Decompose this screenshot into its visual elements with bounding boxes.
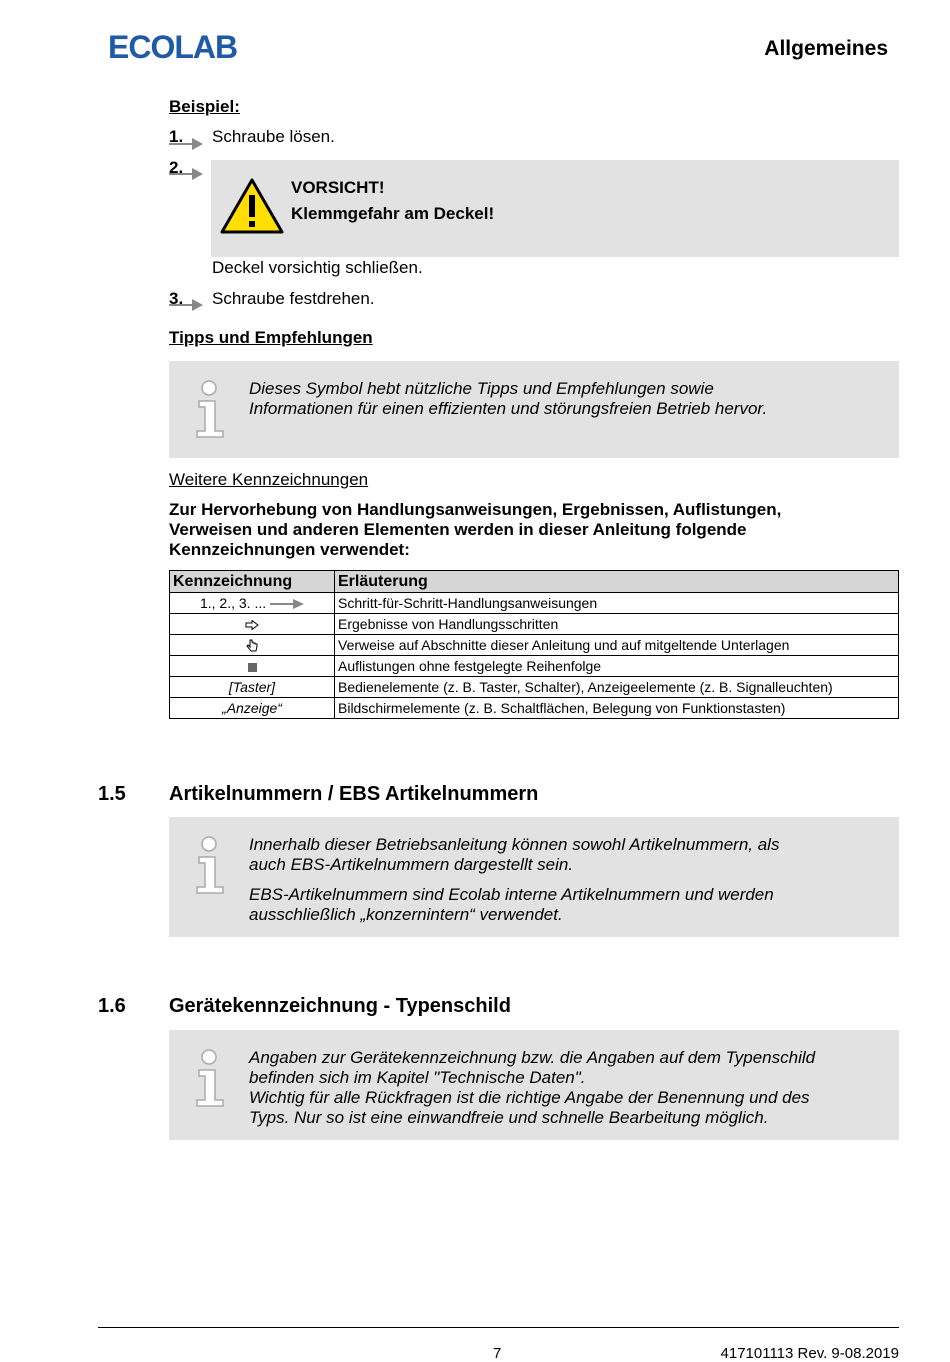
info-line: EBS-Artikelnummern sind Ecolab interne Artikelnummern und werden	[249, 885, 774, 904]
info-line: ausschließlich „konzernintern“ verwendet.	[249, 905, 563, 924]
table-header: Erläuterung	[335, 571, 899, 593]
footer-divider	[98, 1327, 899, 1328]
step-arrow-icon	[169, 299, 203, 311]
table-row	[170, 635, 899, 656]
logo-text: ECOLAB	[108, 30, 238, 62]
table-cell-mark: [Taster]	[170, 677, 335, 698]
step-number: 3.	[169, 289, 184, 308]
table-row	[170, 677, 899, 698]
square-bullet-icon	[248, 663, 257, 672]
mark-text: 1., 2., 3. ...	[199, 595, 267, 611]
table-row	[170, 698, 899, 719]
section-title: Artikelnummern / EBS Artikelnummern	[169, 783, 539, 805]
info-box-type-plate	[169, 1030, 899, 1140]
info-line: Angaben zur Gerätekennzeichnung bzw. die Angaben auf dem Typenschild	[249, 1048, 816, 1067]
step-number: 1.	[169, 127, 184, 146]
table-cell-mark	[170, 656, 335, 677]
markings-intro-line: Kennzeichnungen verwendet:	[169, 540, 410, 559]
step-text: Schraube festdrehen.	[212, 289, 375, 308]
info-icon	[193, 1048, 227, 1108]
step-text: Schraube lösen.	[212, 127, 335, 146]
tips-line: Informationen für einen effizienten und störungsfreien Betrieb hervor.	[249, 399, 768, 418]
table-row	[170, 656, 899, 677]
markings-intro-line: Zur Hervorhebung von Handlungsanweisungen, Ergebnissen, Auflistungen,	[169, 500, 782, 519]
reference-hand-icon	[246, 639, 258, 653]
table-header-row	[170, 571, 899, 593]
table-cell-desc: Verweise auf Abschnitte dieser Anleitung und auf mitgeltende Unterlagen	[335, 635, 899, 656]
section-number: 1.5	[98, 783, 126, 805]
example-label: Beispiel:	[169, 97, 240, 116]
info-icon	[193, 379, 227, 439]
info-icon	[193, 835, 227, 895]
section-number: 1.6	[98, 995, 126, 1017]
section-title: Gerätekennzeichnung - Typenschild	[169, 995, 511, 1017]
step-arrow-icon	[169, 138, 203, 150]
info-line: befinden sich im Kapitel "Technische Daten".	[249, 1068, 586, 1087]
markings-table	[169, 570, 899, 719]
table-cell-desc: Schritt-für-Schritt-Handlungsanweisungen	[335, 593, 899, 614]
tips-heading: Tipps und Empfehlungen	[169, 328, 373, 347]
warning-message: Klemmgefahr am Deckel!	[291, 204, 495, 223]
step-arrow-icon	[169, 168, 203, 180]
table-cell-desc: Bedienelemente (z. B. Taster, Schalter), Anzeigeelemente (z. B. Signalleuchten)	[335, 677, 899, 698]
info-box-article-numbers	[169, 817, 899, 937]
info-line: auch EBS-Artikelnummern dargestellt sein.	[249, 855, 574, 874]
info-line: Wichtig für alle Rückfragen ist die richtige Angabe der Benennung und des	[249, 1088, 810, 1107]
page-number: 7	[493, 1345, 502, 1362]
warning-triangle-icon	[220, 178, 284, 234]
step-text: Deckel vorsichtig schließen.	[212, 258, 423, 277]
section-header: Allgemeines	[764, 37, 888, 60]
warning-box	[211, 160, 899, 257]
table-cell-mark	[170, 593, 335, 614]
table-cell-desc: Ergebnisse von Handlungsschritten	[335, 614, 899, 635]
document-reference: 417101113 Rev. 9-08.2019	[720, 1345, 899, 1362]
table-header: Kennzeichnung	[170, 571, 335, 593]
table-cell-desc: Auflistungen ohne festgelegte Reihenfolge	[335, 656, 899, 677]
step-arrow-icon	[270, 599, 304, 609]
table-cell-mark: „Anzeige“	[170, 698, 335, 719]
table-cell-desc: Bildschirmelemente (z. B. Schaltflächen, Belegung von Funktionstasten)	[335, 698, 899, 719]
result-arrow-icon	[245, 620, 259, 630]
table-cell-mark	[170, 635, 335, 656]
warning-title: VORSICHT!	[291, 178, 385, 197]
step-number: 2.	[169, 158, 184, 177]
markings-heading: Weitere Kennzeichnungen	[169, 470, 369, 489]
tips-box	[169, 361, 899, 458]
table-row	[170, 593, 899, 614]
table-row	[170, 614, 899, 635]
ecolab-logo	[108, 30, 256, 62]
table-cell-mark	[170, 614, 335, 635]
tips-line: Dieses Symbol hebt nützliche Tipps und Empfehlungen sowie	[249, 379, 714, 398]
info-line: Typs. Nur so ist eine einwandfreie und schnelle Bearbeitung möglich.	[249, 1108, 769, 1127]
info-line: Innerhalb dieser Betriebsanleitung können sowohl Artikelnummern, als	[249, 835, 780, 854]
markings-intro-line: Verweisen und anderen Elementen werden in dieser Anleitung folgende	[169, 520, 747, 539]
